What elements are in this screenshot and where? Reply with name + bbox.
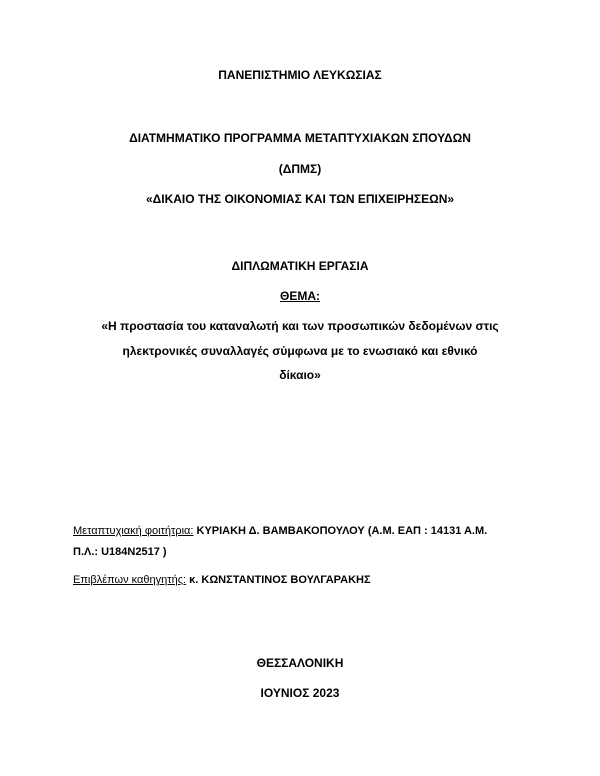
- university-name: ΠΑΝΕΠΙΣΤΗΜΙΟ ΛΕΥΚΩΣΙΑΣ: [218, 68, 382, 82]
- city: ΘΕΣΣΑΛΟΝΙΚΗ: [256, 656, 344, 670]
- supervisor-info: [73, 573, 543, 587]
- student-label: Μεταπτυχιακή φοιτήτρια:: [73, 525, 194, 537]
- subject-line-1: «Η προστασία του καταναλωτή και των προσωπικών δεδομένων στις: [101, 319, 499, 333]
- subject-label: ΘΕΜΑ:: [280, 289, 320, 303]
- student-info-line-2: [73, 545, 543, 559]
- program-name: «ΔΙΚΑΙΟ ΤΗΣ ΟΙΚΟΝΟΜΙΑΣ ΚΑΙ ΤΩΝ ΕΠΙΧΕΙΡΗΣΕΩΝ»: [145, 192, 455, 206]
- student-value-line-1: ΚΥΡΙΑΚΗ Δ. ΒΑΜΒΑΚΟΠΟΥΛΟΥ (Α.Μ. ΕΑΠ : 14131 Α.Μ.: [193, 525, 488, 537]
- program-title: ΔΙΑΤΜΗΜΑΤΙΚΟ ΠΡΟΓΡΑΜΜΑ ΜΕΤΑΠΤΥΧΙΑΚΩΝ ΣΠΟΥΔΩΝ: [129, 131, 471, 145]
- date: ΙΟΥΝΙΟΣ 2023: [260, 686, 340, 700]
- program-abbreviation: (ΔΠΜΣ): [278, 162, 322, 176]
- supervisor-value: κ. ΚΩΝΣΤΑΝΤΙΝΟΣ ΒΟΥΛΓΑΡΑΚΗΣ: [186, 574, 371, 586]
- subject-line-2: ηλεκτρονικές συναλλαγές σύμφωνα με το ενωσιακό και εθνικό: [122, 344, 478, 358]
- document-type: ΔΙΠΛΩΜΑΤΙΚΗ ΕΡΓΑΣΙΑ: [231, 259, 369, 273]
- student-info: [73, 524, 543, 538]
- subject-line-3: δίκαιο»: [279, 368, 321, 382]
- supervisor-label: Επιβλέπων καθηγητής:: [73, 574, 187, 586]
- student-value-line-2: Π.Λ.: U184N2517 ): [73, 546, 167, 558]
